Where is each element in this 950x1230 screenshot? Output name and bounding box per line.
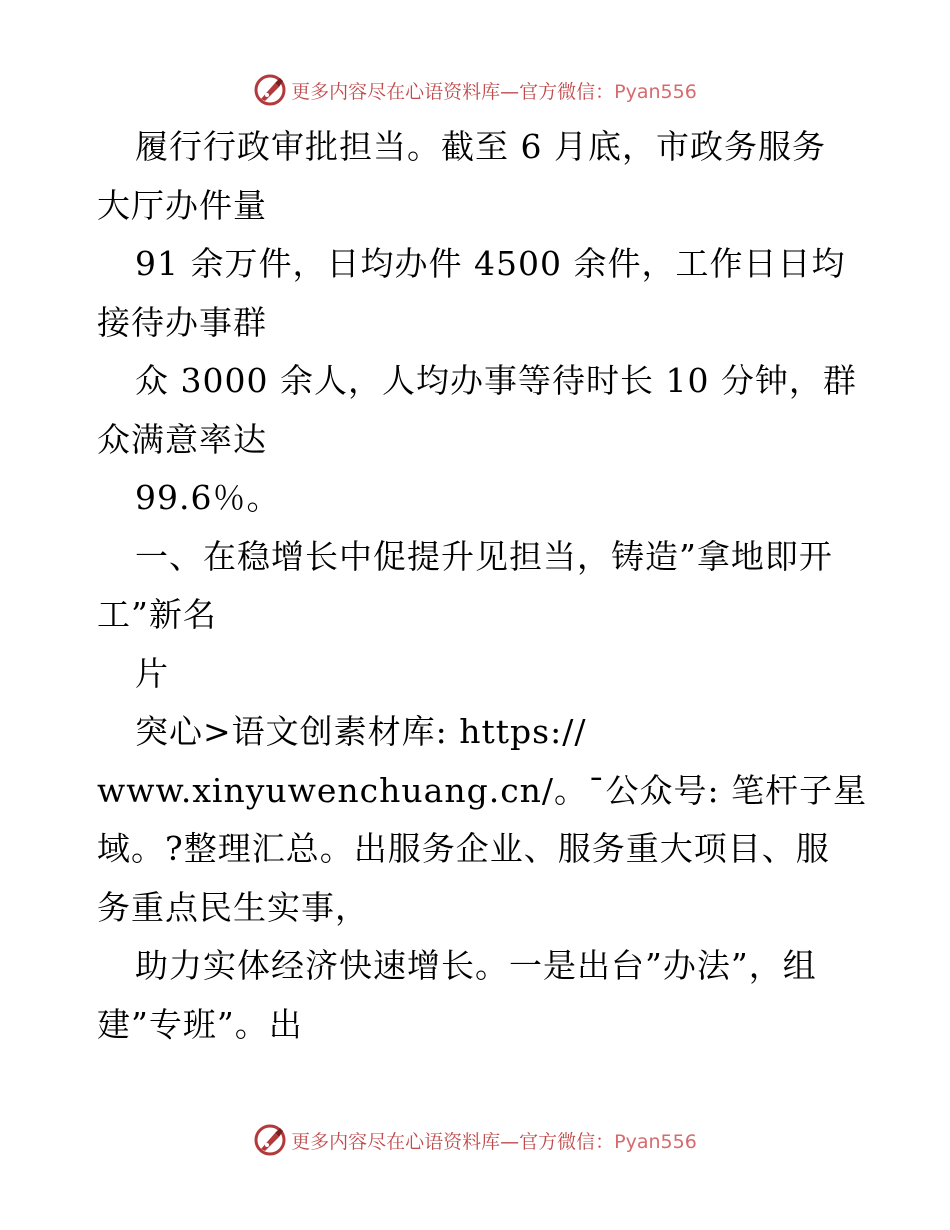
text-line: 务重点民生实事， <box>97 887 369 927</box>
text-line: 助力实体经济快速增长。一是出台”办法”，组 <box>135 946 817 985</box>
document-body <box>97 118 868 1054</box>
text-line: 域。?整理汇总。出服务企业、服务重大项目、服 <box>97 829 830 868</box>
text-line: 91 余万件，日均办件 4500 余件，工作日日均 <box>135 244 846 283</box>
text-line: 工”新名 <box>97 595 217 634</box>
watermark-banner-bottom <box>0 1120 950 1160</box>
watermark-label: 更多内容尽在心语资料库—官方微信： <box>291 1130 615 1153</box>
text-line: 突心>语文创素材库: https:// <box>135 712 587 751</box>
text-line: 片 <box>135 653 169 693</box>
text-line: 大厅办件量 <box>97 185 267 225</box>
watermark-wechat-id: Pyan556 <box>614 1130 697 1153</box>
text-line: 履行行政审批担当。截至 6 月底，市政务服务 <box>135 127 826 166</box>
watermark-banner-top <box>0 70 950 110</box>
pen-nib-circle-icon <box>253 1123 287 1157</box>
text-line: 一、在稳增长中促提升见担当，铸造”拿地即开 <box>135 536 833 576</box>
watermark-text <box>291 77 697 104</box>
text-line: www.xinyuwenchuang.cn/。¯公众号: 笔杆子星 <box>97 770 868 810</box>
text-line: 众满意率达 <box>97 419 267 459</box>
watermark-text <box>291 1127 697 1154</box>
watermark-wechat-id: Pyan556 <box>614 80 697 103</box>
text-line: 建”专班”。出 <box>97 1004 303 1044</box>
text-line: 99.6％。 <box>135 478 281 517</box>
watermark-label: 更多内容尽在心语资料库—官方微信： <box>291 80 615 103</box>
text-line: 接待办事群 <box>97 302 267 342</box>
pen-nib-circle-icon <box>253 73 287 107</box>
text-line: 众 3000 余人，人均办事等待时长 10 分钟，群 <box>135 361 857 400</box>
